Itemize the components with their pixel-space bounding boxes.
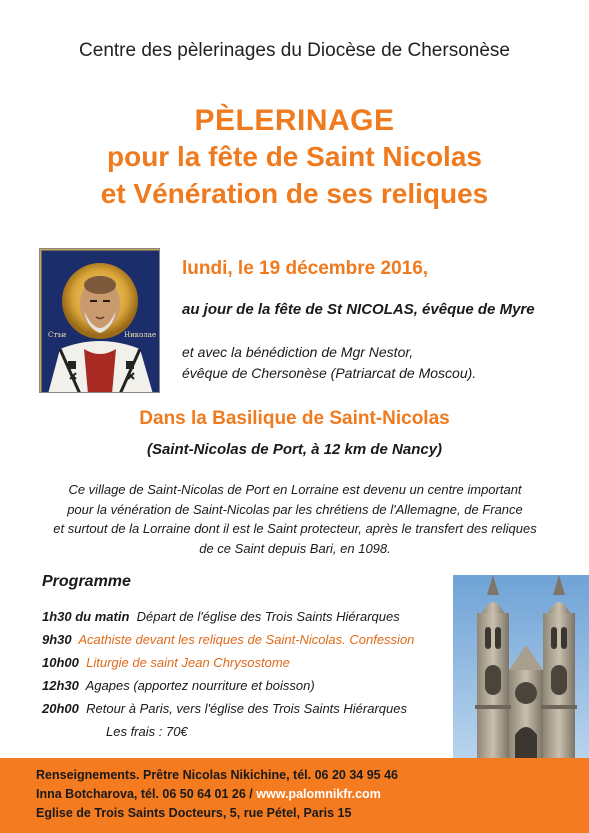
- icon-painting: [40, 249, 160, 393]
- programme-text: Retour à Paris, vers l'église des Trois Saints Hiérarques: [86, 701, 407, 716]
- description-line-2: pour la vénération de Saint-Nicolas par les chrétiens de l'Allemagne, de France: [67, 501, 523, 517]
- programme-text: Agapes (apportez nourriture et boisson): [85, 678, 315, 693]
- description-line-4: de ce Saint depuis Bari, en 1098.: [199, 540, 391, 556]
- footer-line-3: Eglise de Trois Saints Docteurs, 5, rue Pétel, Paris 15: [36, 806, 352, 820]
- programme-item: [42, 607, 414, 630]
- title-pelerinage: PÈLERINAGE: [194, 104, 395, 137]
- footer-line-1: Renseignements. Prêtre Nicolas Nikichine, tél. 06 20 34 95 46: [36, 768, 398, 782]
- saint-nicholas-icon: [39, 248, 160, 393]
- venue-location: (Saint-Nicolas de Port, à 12 km de Nancy): [146, 441, 443, 458]
- programme-time: 10h00: [42, 655, 79, 670]
- programme-item: [42, 653, 414, 676]
- programme-text: Départ de l'église des Trois Saints Hiérarques: [136, 609, 400, 624]
- blessing-line-1: et avec la bénédiction de Mgr Nestor,: [182, 344, 414, 360]
- basilica-image: [453, 575, 589, 759]
- icon-inscription-right: Николае: [124, 331, 157, 339]
- contact-footer: [0, 758, 589, 833]
- programme-time: 1h30 du matin: [42, 609, 130, 624]
- programme-text: Liturgie de saint Jean Chrysostome: [86, 655, 290, 670]
- programme-time: 20h00: [42, 701, 79, 716]
- title-veneration: et Vénération de ses reliques: [100, 178, 489, 209]
- description-line-3: et surtout de la Lorraine dont il est le Saint protecteur, après le transfert des reliques: [53, 521, 537, 536]
- programme-text: Acathiste devant les reliques de Saint-Nicolas. Confession: [78, 632, 415, 647]
- description-paragraph: [30, 480, 560, 558]
- blessing-line-2: évêque de Chersonèse (Patriarcat de Moscou).: [182, 365, 477, 381]
- footer-contact: Inna Botcharova, tél. 06 50 64 01 26 /: [36, 787, 257, 801]
- basilica-photo: [453, 575, 589, 759]
- programme-fees: Les frais : 70€: [106, 724, 188, 739]
- title-block: [0, 104, 589, 212]
- event-date: lundi, le 19 décembre 2016,: [182, 258, 429, 279]
- title-fete: pour la fête de Saint Nicolas: [107, 141, 482, 172]
- programme-list: [42, 607, 414, 745]
- programme-time: 12h30: [42, 678, 79, 693]
- footer-line-2: [36, 785, 589, 804]
- programme-item: [42, 630, 414, 653]
- event-blessing: [182, 342, 476, 384]
- programme-title: Programme: [42, 573, 131, 590]
- description-line-1: Ce village de Saint-Nicolas de Port en Lorraine est devenu un centre important: [68, 482, 522, 497]
- venue-name: Dans la Basilique de Saint-Nicolas: [139, 408, 450, 429]
- event-occasion: au jour de la fête de St NICOLAS, évêque de Myre: [182, 301, 535, 318]
- icon-inscription-left: Стъи: [48, 331, 67, 339]
- website-link[interactable]: www.palomnikfr.com: [256, 787, 381, 801]
- organization-header: Centre des pèlerinages du Diocèse de Chersonèse: [79, 40, 510, 61]
- programme-item: [42, 699, 414, 722]
- programme-time: 9h30: [42, 632, 72, 647]
- programme-item: [42, 676, 414, 699]
